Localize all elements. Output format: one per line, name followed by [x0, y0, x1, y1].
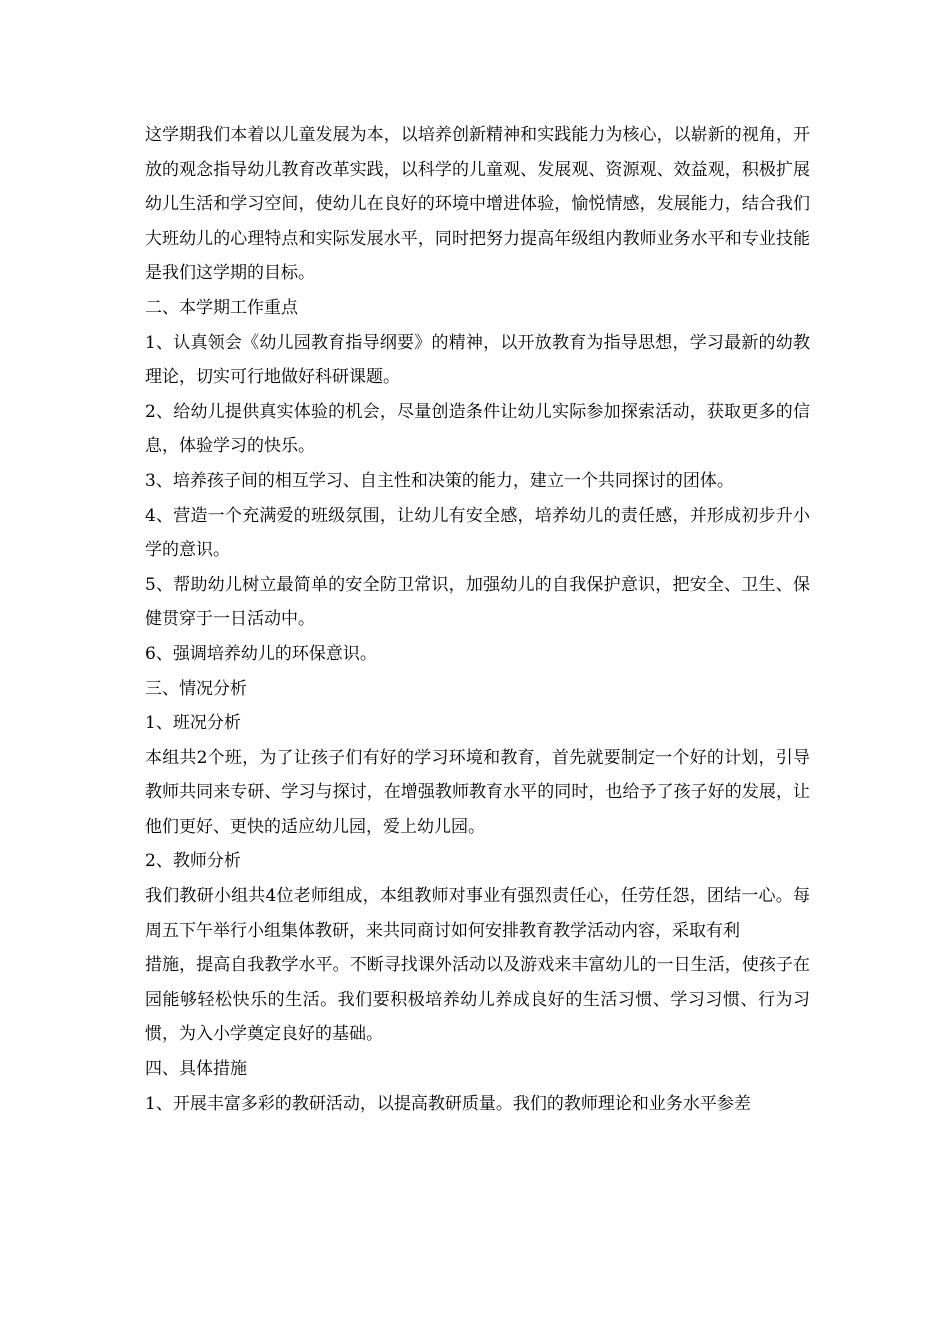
section-heading-work-focus: 二、本学期工作重点 — [145, 297, 298, 318]
list-item: 1、认真领会《幼儿园教育指导纲要》的精神，以开放教育为指导思想，学习最新的幼教理论，切实可行地做好科研课题。 — [145, 332, 810, 388]
list-item: 3、培养孩子间的相互学习、自主性和决策的能力，建立一个共同探讨的团体。 — [145, 470, 734, 491]
teacher-analysis-paragraph: 我们教研小组共4位老师组成，本组教师对事业有强烈责任心，任劳任怨，团结一心。每周五下午举行小组集体教研，来共同商讨如何安排教育教学活动内容，采取有利 — [145, 886, 810, 941]
subheading-class-analysis: 1、班况分析 — [145, 713, 241, 734]
section-heading-measures: 四、具体措施 — [145, 1059, 247, 1080]
subheading-teacher-analysis: 2、教师分析 — [145, 851, 241, 872]
list-item: 4、营造一个充满爱的班级氛围，让幼儿有安全感，培养幼儿的责任感，并形成初步升小学的意识。 — [145, 505, 810, 561]
intro-paragraph: 这学期我们本着以儿童发展为本，以培养创新精神和实践能力为核心，以崭新的视角，开放的观念指导幼儿教育改革实践，以科学的儿童观、发展观、资源观、效益观，积极扩展幼儿生活和学习空间，使幼儿在良好的环境中增进体验，愉悦情感，发展能力，结合我们大班幼儿的心理特点和实际发展水平，同时把努力提高年级组内教师业务水平和专业技能是我们这学期的目标。 — [145, 125, 810, 284]
section-heading-situation-analysis: 三、情况分析 — [145, 678, 247, 699]
class-analysis-paragraph: 本组共2个班，为了让孩子们有好的学习环境和教育，首先就要制定一个好的计划，引导教师共同来专研、学习与探讨，在增强教师教育水平的同时，也给予了孩子好的发展，让他们更好、更快的适应幼儿园，爱上幼儿园。 — [145, 747, 810, 837]
list-item: 1、开展丰富多彩的教研活动，以提高教研质量。我们的教师理论和业务水平参差 — [145, 1093, 751, 1114]
list-item: 6、强调培养幼儿的环保意识。 — [145, 643, 377, 664]
list-item: 2、给幼儿提供真实体验的机会，尽量创造条件让幼儿实际参加探索活动，获取更多的信息，体验学习的快乐。 — [145, 401, 810, 457]
teacher-analysis-continued: 措施，提高自我教学水平。不断寻找课外活动以及游戏来丰富幼儿的一日生活，使孩子在园能够轻松快乐的生活。我们要积极培养幼儿养成良好的生活习惯、学习习惯、行为习惯，为入小学奠定良好的基础。 — [145, 955, 810, 1045]
list-item: 5、帮助幼儿树立最简单的安全防卫常识，加强幼儿的自我保护意识，把安全、卫生、保健贯穿于一日活动中。 — [145, 574, 810, 630]
document-body — [145, 118, 810, 1121]
